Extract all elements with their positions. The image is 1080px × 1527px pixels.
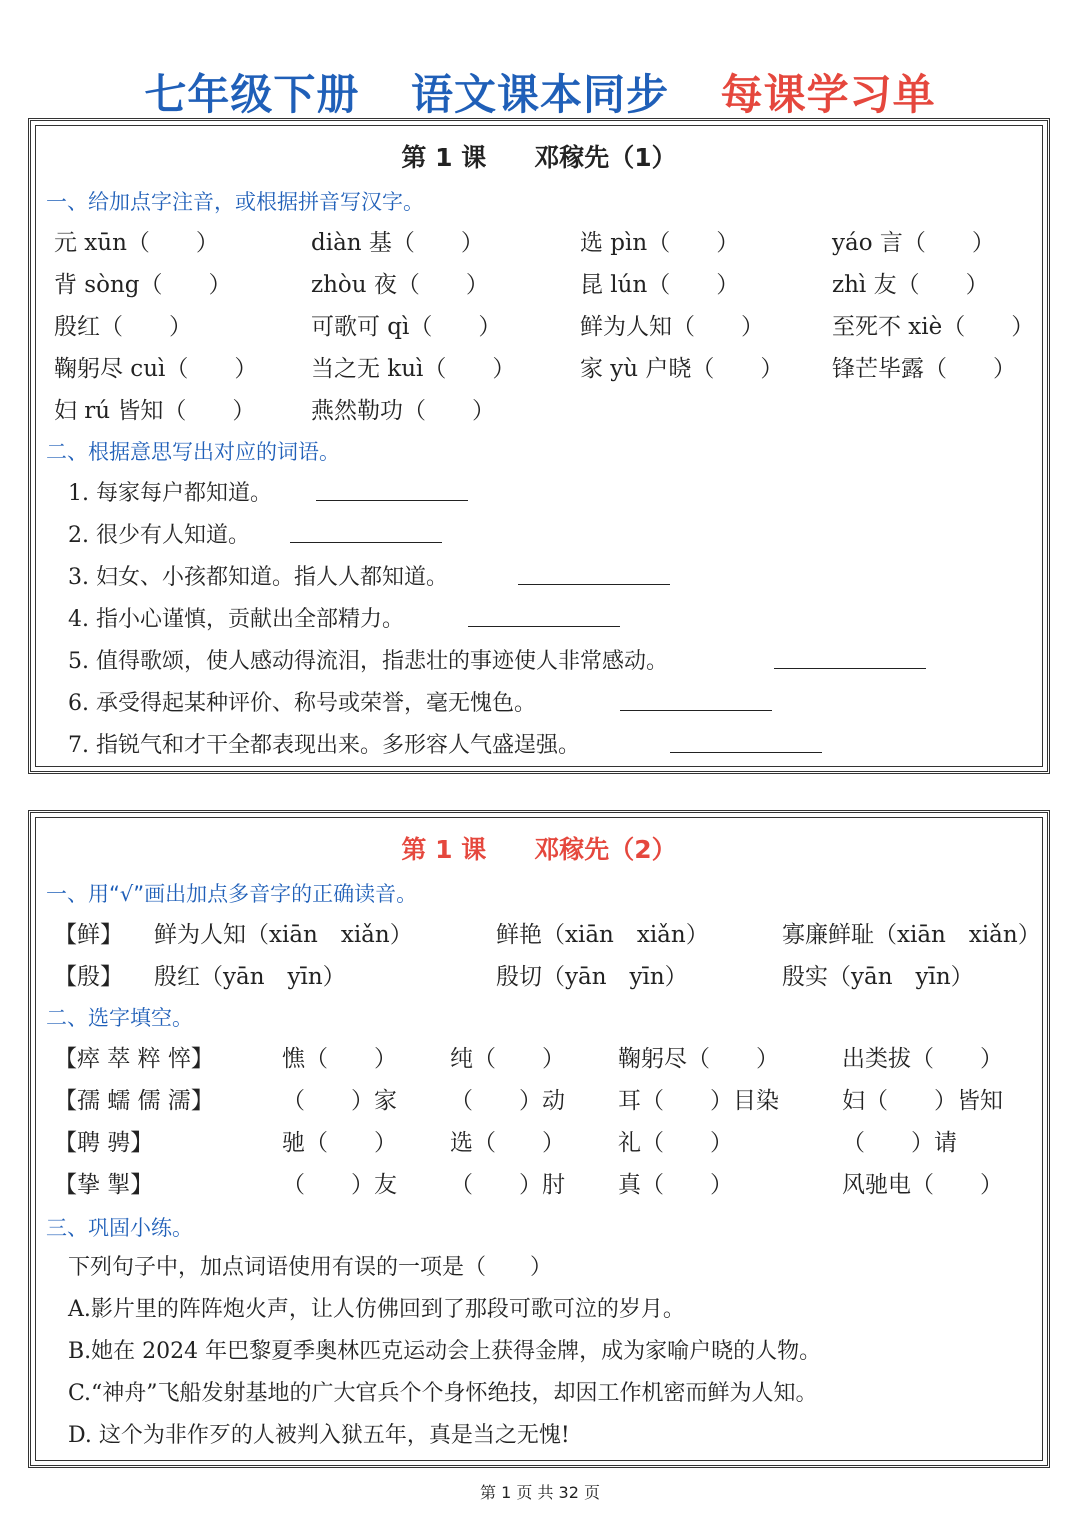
lesson1-section2-heading: 二、根据意思写出对应的词语。 [46, 440, 340, 464]
meaning-item: 7. 指锐气和才干全都表现出来。多形容人气盛逞强。 [68, 733, 580, 758]
polyphone-item[interactable]: 殷实（yān yīn） [782, 964, 974, 990]
page-title [0, 62, 1080, 122]
lesson1-box [28, 118, 1050, 774]
lesson2-box [28, 810, 1050, 1468]
answer-blank[interactable] [316, 500, 468, 501]
fill-item[interactable]: （ ）友 [282, 1172, 397, 1198]
fill-item[interactable]: 礼（ ） [618, 1130, 733, 1156]
question-stem: 下列句子中，加点词语使用有误的一项是（ ） [68, 1255, 553, 1280]
lesson1-title: 第 1 课 邓稼先（1） [401, 143, 677, 172]
fill-item[interactable]: 真（ ） [618, 1172, 733, 1198]
pinyin-item: 妇 rú 皆知（ ） [54, 398, 256, 424]
answer-blank[interactable] [620, 710, 772, 711]
title-subject: 语文课本同步 [410, 70, 669, 119]
meaning-item: 6. 承受得起某种评价、称号或荣誉，毫无愧色。 [68, 691, 536, 716]
meaning-item: 5. 值得歌颂，使人感动得流泪，指悲壮的事迹使人非常感动。 [68, 649, 668, 674]
pinyin-item: 鞠躬尽 cuì（ ） [54, 356, 258, 382]
pinyin-item: 殷红（ ） [54, 314, 192, 340]
polyphone-key: 【鲜】 [54, 922, 123, 948]
answer-blank[interactable] [290, 542, 442, 543]
fill-item[interactable]: 驰（ ） [282, 1130, 397, 1156]
fill-item[interactable]: 妇（ ）皆知 [842, 1088, 1003, 1114]
meaning-item: 3. 妇女、小孩都知道。指人人都知道。 [68, 565, 448, 590]
polyphone-key: 【殷】 [54, 964, 123, 990]
option-a[interactable]: A.影片里的阵阵炮火声，让人仿佛回到了那段可歌可泣的岁月。 [68, 1297, 685, 1322]
pinyin-item: zhì 友（ ） [832, 272, 989, 298]
pinyin-item: diàn 基（ ） [311, 230, 484, 256]
answer-blank[interactable] [518, 584, 670, 585]
choice-set: 【瘁 萃 粹 悴】 [54, 1046, 214, 1072]
option-b[interactable]: B.她在 2024 年巴黎夏季奥林匹克运动会上获得金牌，成为家喻户晓的人物。 [68, 1339, 822, 1364]
lesson2-section3-heading: 三、巩固小练。 [46, 1216, 193, 1240]
choice-set: 【孺 蠕 儒 濡】 [54, 1088, 214, 1114]
lesson1-section1-heading: 一、给加点字注音，或根据拼音写汉字。 [46, 190, 424, 214]
fill-item[interactable]: 耳（ ）目染 [618, 1088, 779, 1114]
pinyin-item: 昆 lún（ ） [580, 272, 740, 298]
fill-item[interactable]: 出类拔（ ） [842, 1046, 1003, 1072]
meaning-item: 2. 很少有人知道。 [68, 523, 250, 548]
lesson2-section1-heading: 一、用“√”画出加点多音字的正确读音。 [46, 882, 418, 906]
fill-item[interactable]: （ ）肘 [450, 1172, 565, 1198]
fill-item[interactable]: （ ）家 [282, 1088, 397, 1114]
answer-blank[interactable] [670, 752, 822, 753]
polyphone-item[interactable]: 殷红（yān yīn） [154, 964, 346, 990]
answer-blank[interactable] [468, 626, 620, 627]
pinyin-item: 家 yù 户晓（ ） [580, 356, 784, 382]
pinyin-item: zhòu 夜（ ） [311, 272, 489, 298]
fill-item[interactable]: 憔（ ） [282, 1046, 397, 1072]
pinyin-item: 燕然勒功（ ） [311, 398, 495, 424]
pinyin-item: 当之无 kuì（ ） [311, 356, 516, 382]
pinyin-item: 可歌可 qì（ ） [311, 314, 502, 340]
pinyin-item: 至死不 xiè（ ） [832, 314, 1035, 340]
fill-item[interactable]: （ ）动 [450, 1088, 565, 1114]
fill-item[interactable]: 纯（ ） [450, 1046, 565, 1072]
fill-item[interactable]: （ ）请 [842, 1130, 957, 1156]
lesson2-title: 第 1 课 邓稼先（2） [401, 835, 677, 864]
meaning-item: 4. 指小心谨慎，贡献出全部精力。 [68, 607, 404, 632]
pinyin-item: 锋芒毕露（ ） [832, 356, 1016, 382]
lesson2-section2-heading: 二、选字填空。 [46, 1006, 193, 1030]
option-d[interactable]: D. 这个为非作歹的人被判入狱五年，真是当之无愧! [68, 1423, 570, 1448]
answer-blank[interactable] [774, 668, 926, 669]
pinyin-item: 背 sòng（ ） [54, 272, 232, 298]
pinyin-item: 选 pìn（ ） [580, 230, 740, 256]
fill-item[interactable]: 选（ ） [450, 1130, 565, 1156]
pinyin-item: yáo 言（ ） [832, 230, 995, 256]
fill-item[interactable]: 鞠躬尽（ ） [618, 1046, 779, 1072]
choice-set: 【聘 骋】 [54, 1130, 154, 1156]
polyphone-item[interactable]: 鲜艳（xiān xiǎn） [496, 922, 709, 948]
title-worksheet: 每课学习单 [720, 70, 936, 119]
choice-set: 【挚 掣】 [54, 1172, 154, 1198]
option-c[interactable]: C.“神舟”飞船发射基地的广大官兵个个身怀绝技，却因工作机密而鲜为人知。 [68, 1381, 818, 1406]
polyphone-item[interactable]: 寡廉鲜耻（xiān xiǎn） [782, 922, 1041, 948]
fill-item[interactable]: 风驰电（ ） [842, 1172, 1003, 1198]
pinyin-item: 元 xūn（ ） [54, 230, 219, 256]
page-footer: 第 1 页 共 32 页 [480, 1483, 600, 1502]
pinyin-item: 鲜为人知（ ） [580, 314, 764, 340]
meaning-item: 1. 每家每户都知道。 [68, 481, 272, 506]
polyphone-item[interactable]: 鲜为人知（xiān xiǎn） [154, 922, 413, 948]
title-grade: 七年级下册 [144, 70, 360, 119]
polyphone-item[interactable]: 殷切（yān yīn） [496, 964, 688, 990]
